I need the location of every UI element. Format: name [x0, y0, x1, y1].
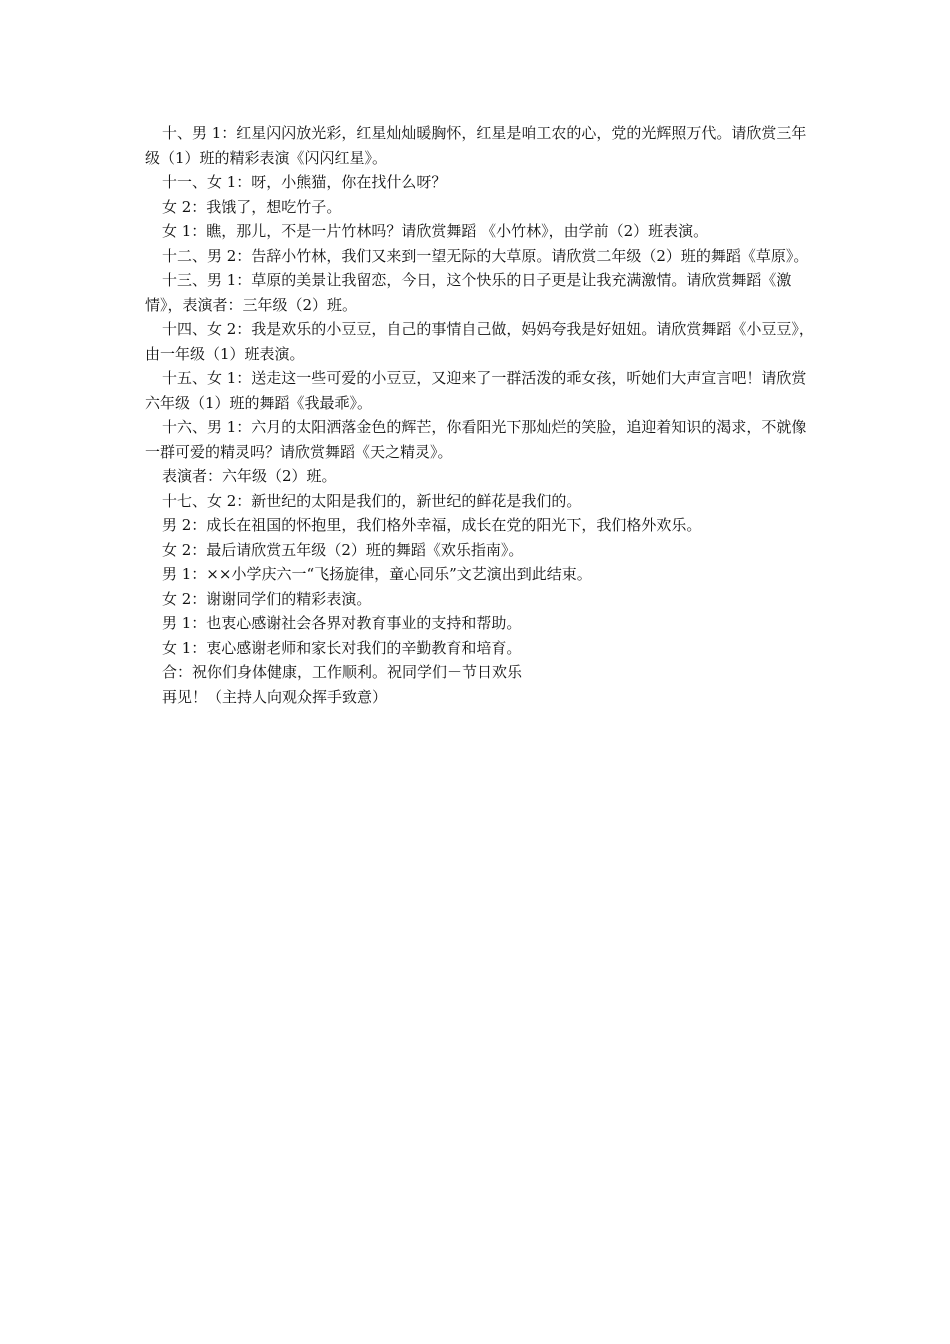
paragraph-8: 十五、女 1：送走这一些可爱的小豆豆，又迎来了一群活泼的乖女孩，听她们大声宣言吧！请欣赏六年级（1）班的舞蹈《我最乖》。	[145, 369, 807, 412]
paragraph-5: 十二、男 2：告辞小竹林，我们又来到一望无际的大草原。请欣赏二年级（2）班的舞蹈《草原》。	[162, 246, 809, 265]
document-body	[145, 121, 815, 709]
paragraph-2: 十一、女 1：呀，小熊猫，你在找什么呀？	[162, 173, 447, 191]
paragraph-1: 十、男 1：红星闪闪放光彩，红星灿灿暖胸怀，红星是咱工农的心，党的光辉照万代。请欣赏三年级（1）班的精彩表演《闪闪红星》。	[145, 124, 807, 167]
paragraph-19: 再见！（主持人向观众挥手致意）	[162, 687, 388, 706]
paragraph-3: 女 2：我饿了，想吃竹子。	[162, 197, 342, 216]
paragraph-7: 十四、女 2：我是欢乐的小豆豆，自己的事情自己做，妈妈夸我是好妞妞。请欣赏舞蹈《小豆豆》，由一年级（1）班表演。	[145, 320, 814, 363]
paragraph-18: 合：祝你们身体健康，工作顺利。祝同学们－节日欢乐	[162, 663, 523, 681]
paragraph-15: 女 2：谢谢同学们的精彩表演。	[162, 589, 372, 608]
paragraph-12: 男 2：成长在祖国的怀抱里，我们格外幸福，成长在党的阳光下，我们格外欢乐。	[162, 516, 702, 534]
paragraph-6: 十三、男 1：草原的美景让我留恋，今日，这个快乐的日子更是让我充满激情。请欣赏舞蹈《激情》，表演者：三年级（2）班。	[145, 271, 792, 314]
paragraph-17: 女 1：衷心感谢老师和家长对我们的辛勤教育和培育。	[162, 638, 522, 657]
paragraph-9: 十六、男 1：六月的太阳洒落金色的辉芒，你看阳光下那灿烂的笑脸，追迎着知识的渴求，不就像一群可爱的精灵吗？请欣赏舞蹈《天之精灵》。	[145, 418, 807, 461]
paragraph-4: 女 1：瞧，那儿，不是一片竹林吗？请欣赏舞蹈 《小竹林》，由学前（2）班表演。	[162, 222, 709, 240]
paragraph-16: 男 1：也衷心感谢社会各界对教育事业的支持和帮助。	[162, 614, 522, 632]
paragraph-13: 女 2：最后请欣赏五年级（2）班的舞蹈《欢乐指南》。	[162, 540, 524, 559]
paragraph-11: 十七、女 2：新世纪的太阳是我们的，新世纪的鲜花是我们的。	[162, 491, 582, 510]
paragraph-10: 表演者：六年级（2）班。	[162, 467, 337, 485]
paragraph-14: 男 1：××小学庆六一“飞扬旋律，童心同乐”文艺演出到此结束。	[162, 565, 592, 583]
